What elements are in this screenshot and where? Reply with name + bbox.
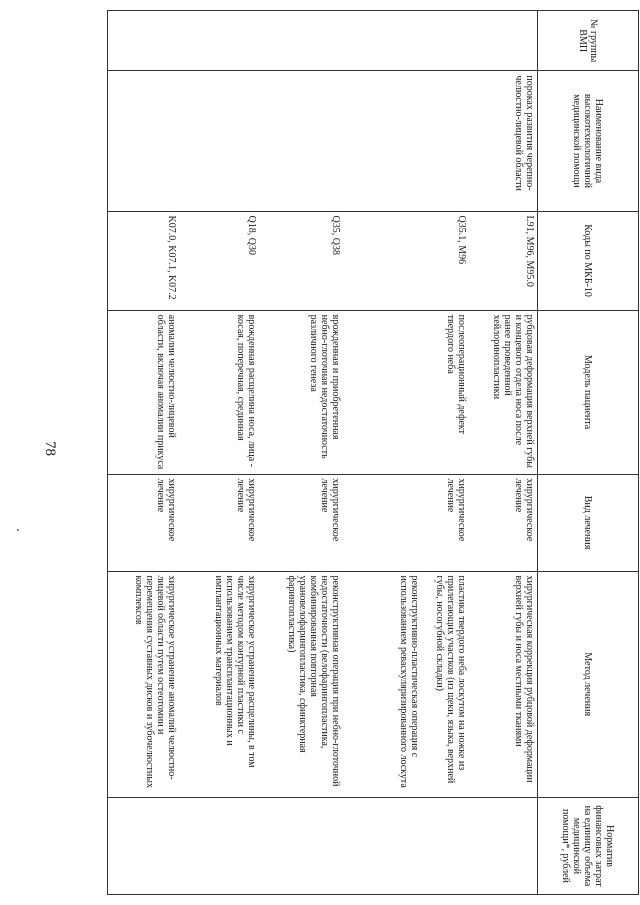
cell-model: аномалии челюстно-лицевой области, включая аномалии прикуса bbox=[108, 310, 180, 474]
rotated-table-container bbox=[94, 10, 639, 895]
cell-name bbox=[344, 71, 470, 211]
method-text: реконструктивная операция при небно-глоточной недостаточности (велофарингопластика, комбинированная повторная урановелофарингопластика, сфинктерная фарингопластика) bbox=[286, 575, 342, 787]
cell-codes: Q35.1, M96 bbox=[344, 211, 470, 310]
method-text: реконструктивно-пластическая операция с использованием реваскуляризированного лоскута bbox=[398, 575, 421, 788]
cell-model: послеоперационный дефект твердого неба bbox=[344, 310, 470, 474]
cell-method bbox=[180, 571, 260, 797]
cell-codes: Q18, Q30 bbox=[180, 211, 260, 310]
cell-method bbox=[344, 571, 470, 797]
method-text: пластика твердого неба лоскутом на ножке из прилегающих участков (из щеки, языка, верхней губы, носогубной складки) bbox=[434, 575, 468, 784]
cell-codes: Q35, Q38 bbox=[260, 211, 344, 310]
cell-codes: K07.0, K07.1, K07.2 bbox=[108, 211, 180, 310]
cell-method bbox=[108, 571, 180, 797]
page-mark: . bbox=[12, 528, 28, 532]
cell-num bbox=[180, 11, 260, 71]
table-row bbox=[260, 11, 344, 895]
cell-method bbox=[470, 571, 538, 797]
cell-type: хирургическое лечение bbox=[108, 474, 180, 571]
cell-codes: L91, M96, M95.0 bbox=[470, 211, 538, 310]
table-row bbox=[470, 11, 538, 895]
cell-name bbox=[180, 71, 260, 211]
header-name: Наименование вида высокотехнологичной медицинской помощи bbox=[538, 71, 639, 211]
cell-num bbox=[108, 11, 180, 71]
method-text: хирургическое устранение расщелины, в том числе методом контурной пластики с использованием трансплантационных и имплантационных материалов bbox=[213, 575, 258, 768]
cell-type: хирургическое лечение bbox=[470, 474, 538, 571]
cell-num bbox=[260, 11, 344, 71]
table-row bbox=[344, 11, 470, 895]
vmp-table bbox=[107, 10, 639, 895]
cell-type: хирургическое лечение bbox=[344, 474, 470, 571]
cell-name: пороках развития черепно-челюстно-лицевой области bbox=[470, 71, 538, 211]
header-model: Модель пациента bbox=[538, 310, 639, 474]
cell-norm bbox=[470, 797, 538, 894]
cell-norm bbox=[180, 797, 260, 894]
cell-num bbox=[344, 11, 470, 71]
cell-norm bbox=[260, 797, 344, 894]
cell-norm bbox=[344, 797, 470, 894]
table-row bbox=[180, 11, 260, 895]
page-number: 78 bbox=[42, 441, 58, 456]
cell-model: рубцовая деформация верхней губы и концевого отдела носа после ранее проведенной хейлоринопластики bbox=[470, 310, 538, 474]
method-text: хирургическое устранение аномалий челюстно-лицевой области путем остеотомии и перемещения суставных дисков и зубочелюстных комплексов bbox=[133, 575, 178, 788]
cell-norm bbox=[108, 797, 180, 894]
header-method: Метод лечения bbox=[538, 571, 639, 797]
cell-model: врожденная расщелина носа, лица - косая, поперечная, срединная bbox=[180, 310, 260, 474]
header-row bbox=[538, 11, 639, 895]
header-norm: Норматив финансовых затрат на единицу объема медицинской помощи*, рублей bbox=[538, 797, 639, 894]
cell-num bbox=[470, 11, 538, 71]
table-row bbox=[108, 11, 180, 895]
header-num: № группы ВМП bbox=[538, 11, 639, 71]
cell-name bbox=[108, 71, 180, 211]
cell-type: хирургическое лечение bbox=[180, 474, 260, 571]
header-codes: Коды по МКБ-10 bbox=[538, 211, 639, 310]
cell-name bbox=[260, 71, 344, 211]
header-type: Вид лечения bbox=[538, 474, 639, 571]
cell-model: врожденная и приобретенная небно-глоточная недостаточность различного генеза bbox=[260, 310, 344, 474]
method-text: хирургическая коррекция рубцовой деформации верхней губы и носа местными тканями bbox=[513, 575, 535, 783]
cell-method bbox=[260, 571, 344, 797]
cell-type: хирургическое лечение bbox=[260, 474, 344, 571]
